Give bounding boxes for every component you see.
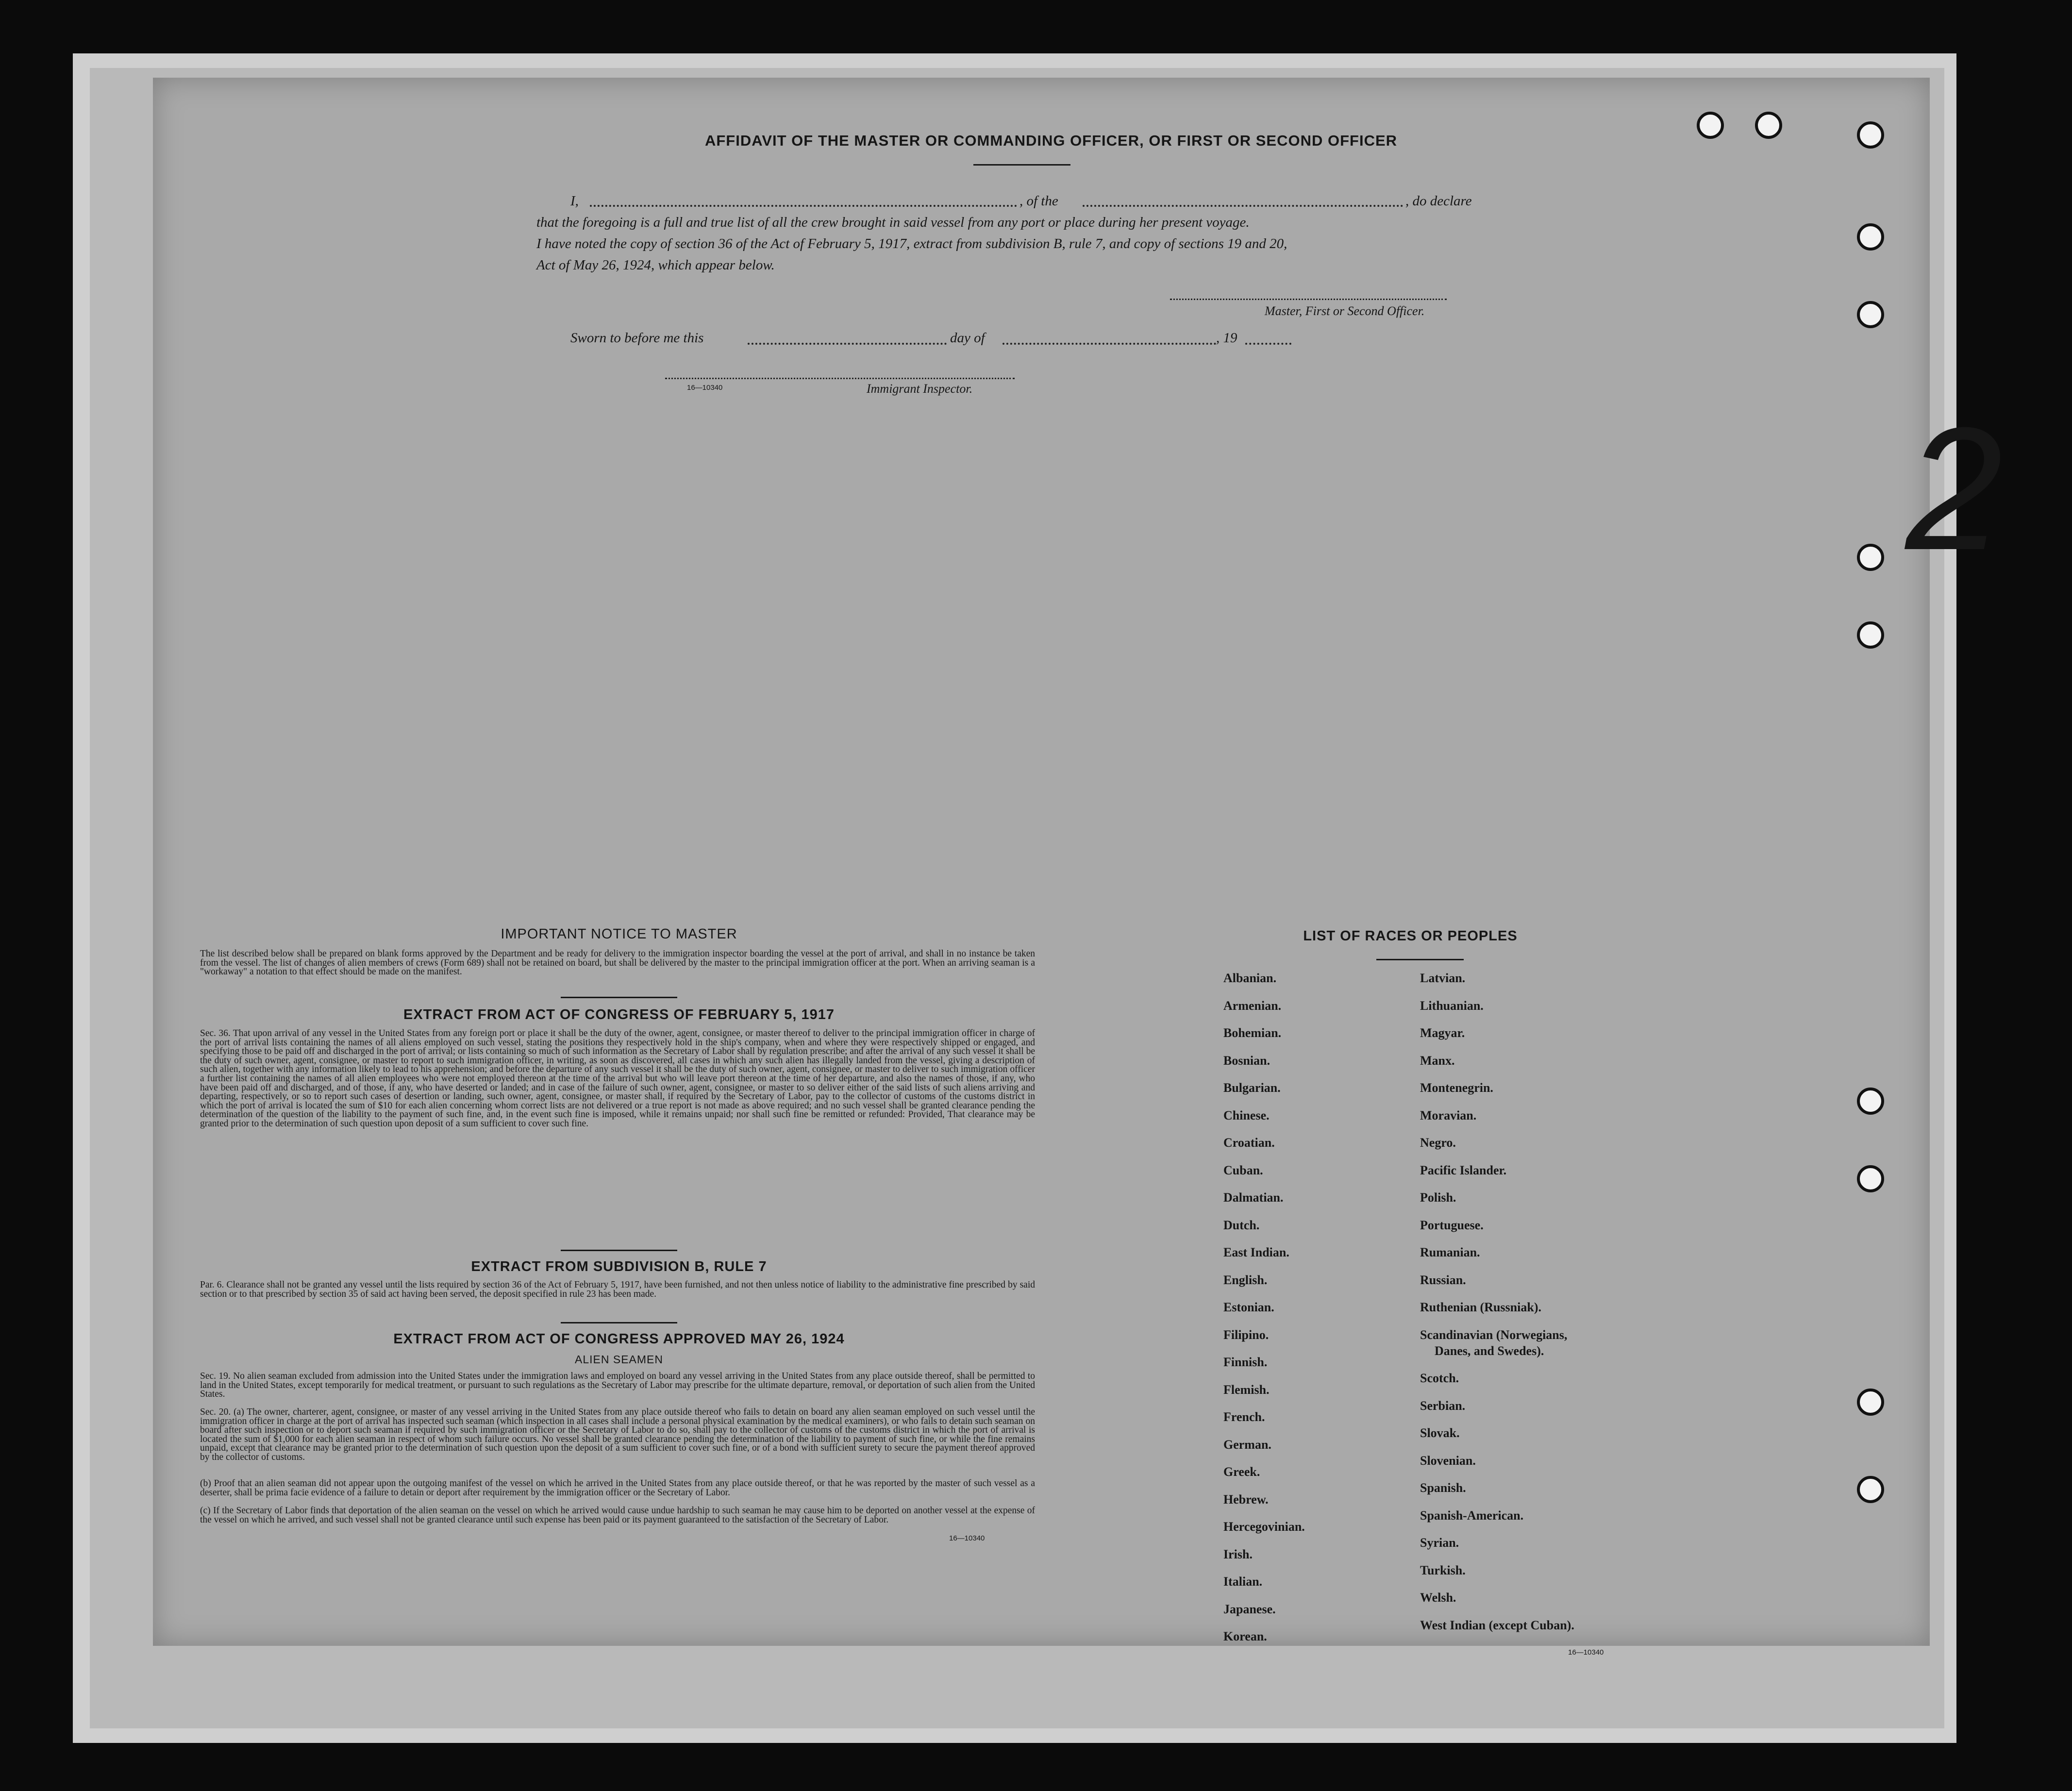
affidavit-do-declare: , do declare [1405,193,1472,209]
binder-hole [1857,1165,1884,1192]
race-entry: Flemish. [1223,1382,1270,1397]
affidavit-name-line [590,205,1017,207]
race-entry: Japanese. [1223,1602,1276,1616]
race-entry: Finnish. [1223,1355,1268,1369]
affidavit-line-4: Act of May 26, 1924, which appear below. [536,257,775,273]
race-entry: Serbian. [1420,1398,1466,1413]
race-entry: Magyar. [1420,1026,1465,1040]
affidavit-of-the: , of the [1019,193,1058,209]
race-entry: Chinese. [1223,1108,1270,1122]
inspector-signature-line [665,378,1015,379]
binder-hole [1697,112,1724,139]
race-entry: Estonian. [1223,1300,1274,1314]
sworn-label: Sworn to before me this [570,330,704,346]
race-entry: Pacific Islander. [1420,1163,1507,1177]
race-entry: Syrian. [1420,1536,1459,1550]
race-entry: French. [1223,1410,1265,1424]
affidavit-title: AFFIDAVIT OF THE MASTER OR COMMANDING OFFICER, OR FIRST OR SECOND OFFICER [704,132,1398,149]
race-entry: Greek. [1223,1465,1260,1479]
races-title-rule [1376,959,1464,960]
extract-1924-sec20b: (b) Proof that an alien seaman did not appear upon the outgoing manifest of the vessel on which he arrived in the United States from any place outside thereof, or that he was reported by the master of such vessel as a deserter, shall be prima facie evidence of a failure to detain or deport after requirement by the immigration officer or the Secretary of Labor. [200,1478,1035,1498]
extract-1924-sec20c: (c) If the Secretary of Labor finds that deportation of the alien seaman on the vessel on which he arrived would cause undue hardship to such seaman he may cause him to be deported on another vessel at the expense of the vessel on which he arrived, and such vessel shall not be granted clearance until such expense has been paid or its payment guaranteed to the satisfaction of the Secretary of Labor. [200,1506,1035,1525]
form-number: 16—10340 [687,384,723,392]
extract-1917-rule [561,1250,677,1251]
race-entry: Cuban. [1223,1163,1263,1177]
races-form-number: 16—10340 [1568,1648,1604,1657]
race-entry: Bohemian. [1223,1026,1282,1040]
race-entry: Bulgarian. [1223,1081,1281,1095]
race-entry: Spanish-American. [1420,1508,1524,1523]
binder-hole [1857,121,1884,149]
year-label: , 19 [1216,330,1237,346]
affidavit-line-3: I have noted the copy of section 36 of the Act of February 5, 1917, extract from subdivision B, rule 7, and copy of sections 19 and 20, [536,236,1287,251]
extract-1924-sec19: Sec. 19. No alien seaman excluded from admission into the United States under the immigration laws and employed on board any vessel arriving in the United States from any place outside thereof, shall be permitted to land in the United States, except temporarily for medical treatment, or pursuant to such regulations as the Secretary of Labor may prescribe for the ultimate departure, removal, or deportation of such alien from the United States. [200,1371,1035,1400]
binder-hole [1857,621,1884,649]
extract-1924-subtitle: ALIEN SEAMEN [575,1353,663,1366]
rule7-text: Par. 6. Clearance shall not be granted any vessel until the lists required by section 36 of the Act of February 5, 1917, have been furnished, and not then unless notice of liability to the administrative fine prescribed by said section or to that prescribed by section 35 of said act having been served, the deposit specified in rule 23 has been made. [200,1280,1035,1299]
extract-1917-title: EXTRACT FROM ACT OF CONGRESS OF FEBRUARY 5, 1917 [403,1007,835,1022]
race-entry: Armenian. [1223,998,1282,1013]
race-entry: Spanish. [1420,1481,1466,1495]
binder-hole [1857,1088,1884,1115]
binder-hole [1857,1476,1884,1503]
notice-rule [561,997,677,998]
race-entry: German. [1223,1437,1271,1452]
race-entry: Russian. [1420,1272,1466,1287]
race-entry: Dutch. [1223,1218,1260,1232]
binder-hole [1857,223,1884,251]
binder-hole [1755,112,1782,139]
extract-1924-title: EXTRACT FROM ACT OF CONGRESS APPROVED MAY 26, 1924 [393,1331,845,1347]
sworn-year-line [1245,343,1291,345]
race-entry: Slovak. [1420,1426,1460,1440]
master-signature-caption: Master, First or Second Officer. [1265,304,1425,318]
master-signature-line [1170,299,1447,300]
manifest-page [153,78,2003,1657]
race-entry: Welsh. [1420,1590,1456,1605]
race-entry: Bosnian. [1223,1053,1270,1068]
race-entry: Montenegrin. [1420,1081,1493,1095]
affidavit-i: I, [570,193,579,209]
sworn-month-line [1003,343,1216,345]
race-entry: Hebrew. [1223,1492,1269,1506]
race-entry: Portuguese. [1420,1218,1484,1232]
sworn-day-line [748,343,947,345]
notice-text: The list described below shall be prepared on blank forms approved by the Department and be ready for delivery to the immigration inspector boarding the vessel at the port of arrival, and shall in no instance be taken from the vessel. The list of changes of alien members of crews (Form 689) shall not be retained on board, but shall be delivered by the master to the principal immigration officer at the port. When an arriving seaman is a "workaway" a notation to that effect should be made on the manifest. [200,949,1035,977]
race-entry: Latvian. [1420,971,1466,985]
race-entry: English. [1223,1272,1268,1287]
extract-1917-text: Sec. 36. That upon arrival of any vessel in the United States from any foreign port or place it shall be the duty of the owner, agent, consignee, or master thereof to deliver to the principal immigration officer in charge of the port of arrival lists containing the names of all aliens employed on such vessel, stating the positions they respectively hold in the ship's company, when and where they were respectively shipped or engaged, and specifying those to be paid off and discharged in the port of arrival; or lists containing so much of such information as the Secretary of Labor shall by regulation prescribe; and after the arrival of any such vessel it shall be the duty of such owner, agent, consignee, or master to report to such immigration officer, in writing, as soon as discovered, all cases in which any such alien has illegally landed from the vessel, giving a description of such alien, together with any information likely to lead to his apprehension; and before the departure of any such vessel it shall be the duty of such owner, agent, consignee, or master to deliver to such immigration officer a further list containing the names of all alien employees who were not employed thereon at the time of the arrival but who will leave port thereon at the time of her departure, and also the names of those, if any, who have been paid off and discharged, and of those, if any, who have deserted or landed; and in case of the failure of such owner, agent, consignee, or master to so deliver either of the said lists of such aliens arriving and departing, respectively, or so to report such cases of desertion or landing, such owner, agent, consignee, or master shall, if required by the Secretary of Labor, pay to the collector of customs of the customs district in which the port of arrival is located the sum of $10 for each alien concerning whom correct lists are not delivered or a true report is not made as above required; and no such vessel shall be granted clearance pending the determination of the question of the liability to the payment of such fine, and, in the event such fine is imposed, while it remains unpaid; nor shall such fine be remitted or refunded: Provided, That clearance may be granted prior to the determination of such question upon deposit of a sum sufficient to cover such fine. [200,1028,1035,1129]
race-entry: Rumanian. [1420,1245,1480,1259]
rule7-title: EXTRACT FROM SUBDIVISION B, RULE 7 [471,1259,767,1274]
inspector-signature-caption: Immigrant Inspector. [867,382,973,396]
race-entry: Korean. [1223,1629,1267,1643]
race-entry: Hercegovinian. [1223,1520,1305,1534]
race-entry: Croatian. [1223,1136,1275,1150]
margin-handwritten-numeral: 2 [1905,391,2003,586]
affidavit-line-2: that the foregoing is a full and true list of all the crew brought in said vessel from any port or place during her present voyage. [536,215,1250,230]
race-entry: Scotch. [1420,1371,1459,1385]
race-entry: Scandinavian (Norwegians, [1420,1327,1568,1342]
rule7-rule [561,1322,677,1323]
affidavit-title-rule [973,164,1070,166]
race-entry: Italian. [1223,1574,1263,1589]
race-entry: Ruthenian (Russniak). [1420,1300,1541,1314]
race-entry: East Indian. [1223,1245,1289,1259]
extract-1924-sec20a: Sec. 20. (a) The owner, charterer, agent, consignee, or master of any vessel arriving in the United States from any place outside thereof who fails to detain on board any alien seaman employed on such vessel until the immigration officer in charge at the port of arrival has inspected such seaman (which inspection in all cases shall include a personal physical examination by the medical examiners), or who fails to detain such seaman on board after such inspection or to deport such seaman if required by such immigration officer or the Secretary of Labor to do so, shall pay to the collector of customs of the customs district in which the port of arrival is located the sum of $1,000 for each alien seaman in respect of whom such failure occurs. No vessel shall be granted clearance pending the determination of the liability to payment of such fine, or while the fine remains unpaid, except that clearance may be granted prior to the determination of such question upon the deposit of a sum sufficient to cover such fine, or of a bond with sufficient surety to secure the payment thereof approved by the collector of customs. [200,1407,1035,1462]
extract-form-number: 16—10340 [949,1534,985,1542]
race-entry: Irish. [1223,1547,1253,1561]
race-entry: Filipino. [1223,1327,1269,1342]
binder-hole [1857,301,1884,328]
race-entry: Albanian. [1223,971,1277,985]
day-of-label: day of [950,330,985,346]
race-entry: Moravian. [1420,1108,1477,1122]
race-entry: Dalmatian. [1223,1190,1284,1205]
affidavit-vessel-line [1083,205,1403,207]
race-entry: Negro. [1420,1136,1456,1150]
binder-hole [1857,544,1884,571]
binder-hole [1857,1389,1884,1416]
race-entry: Polish. [1420,1190,1456,1205]
notice-title: IMPORTANT NOTICE TO MASTER [501,926,737,942]
race-entry: West Indian (except Cuban). [1420,1618,1574,1632]
race-entry: Slovenian. [1420,1453,1476,1468]
race-entry: Lithuanian. [1420,998,1484,1013]
race-entry: Turkish. [1420,1563,1466,1577]
race-entry: Manx. [1420,1053,1455,1068]
races-title: LIST OF RACES OR PEOPLES [1303,928,1518,944]
race-entry: Danes, and Swedes). [1435,1343,1544,1358]
